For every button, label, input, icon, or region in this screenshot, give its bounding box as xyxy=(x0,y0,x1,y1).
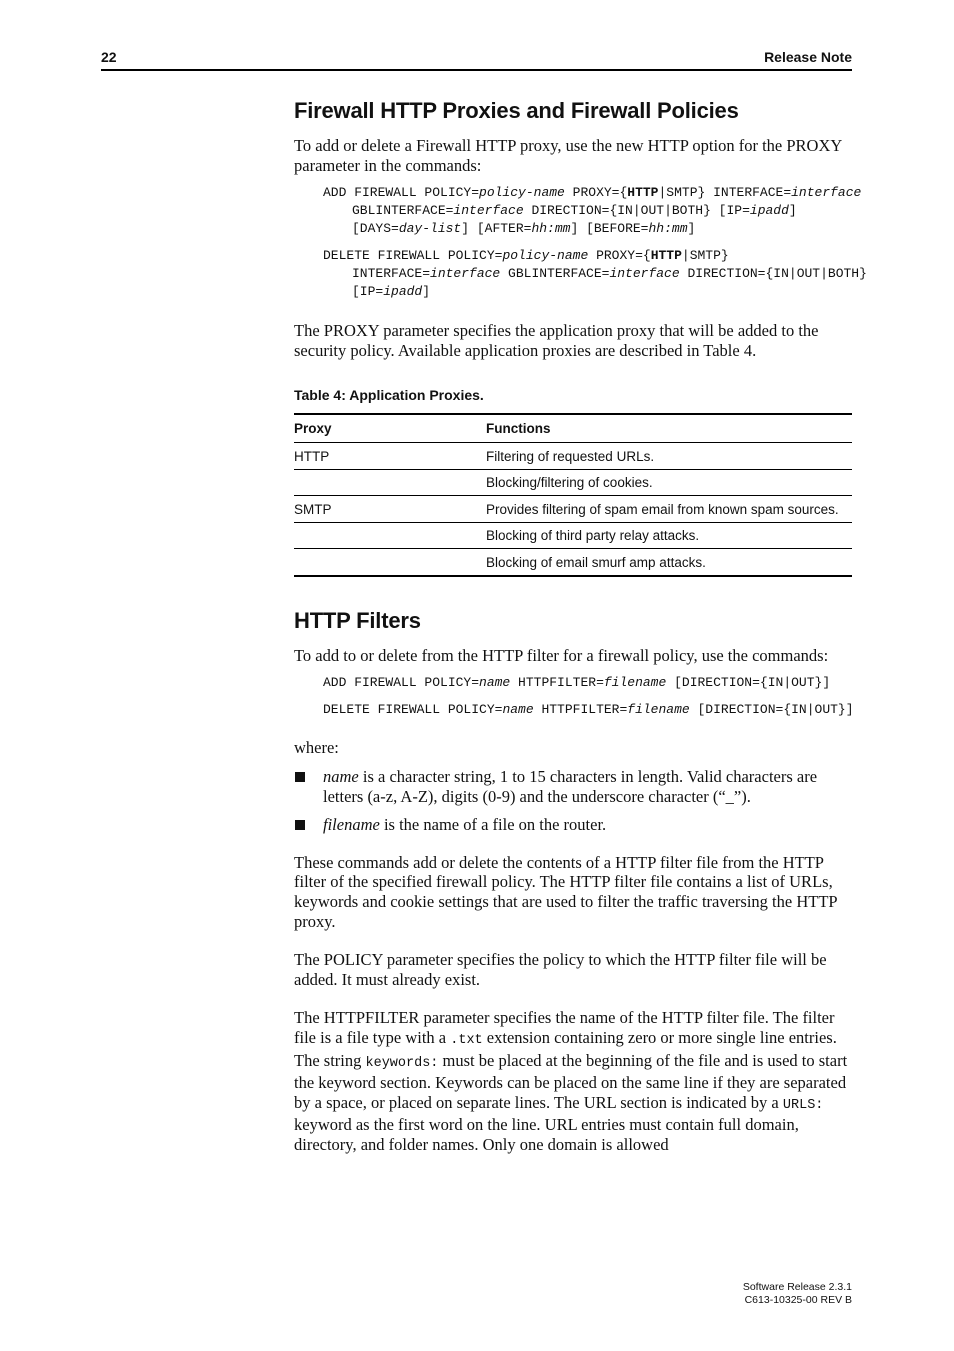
table-header-row xyxy=(294,414,852,443)
table-row xyxy=(294,469,852,496)
table-caption: Table 4: Application Proxies. xyxy=(294,387,484,404)
proxy-cell: SMTP xyxy=(294,496,486,523)
column-header-functions: Functions xyxy=(486,414,852,443)
function-cell: Blocking/filtering of cookies. xyxy=(486,469,852,496)
function-cell: Blocking of email smurf amp attacks. xyxy=(486,549,852,576)
section-heading-http-filters: HTTP Filters xyxy=(294,607,421,633)
command-add-firewall-policy-proxy: ADD FIREWALL POLICY=policy-name PROXY={HTTP|SMTP} INTERFACE=interface GBLINTERFACE=interface DIRECTION={IN|OUT|BOTH} [IP=ipadd] [DAYS=day-list] [AFTER=hh:mm] [BEFORE=hh:mm] xyxy=(323,185,862,237)
page-content xyxy=(294,96,867,1155)
page-footer xyxy=(743,1281,852,1306)
list-item: name is a character string, 1 to 15 characters in length. Valid characters are letters (a-z, A-Z), digits (0-9) and the underscore character (“_”). xyxy=(294,767,852,806)
application-proxies-table xyxy=(294,413,852,577)
table-row xyxy=(294,522,852,549)
function-cell: Blocking of third party relay attacks. xyxy=(486,522,852,549)
table-row xyxy=(294,496,852,523)
parameter-list xyxy=(294,767,852,835)
policy-parameter-description: The POLICY parameter specifies the policy to which the HTTP filter file will be added. It must already exist. xyxy=(294,950,827,989)
where-label: where: xyxy=(294,738,339,758)
proxy-cell xyxy=(294,549,486,576)
document-revision: C613-10325-00 REV B xyxy=(744,1293,852,1306)
proxy-parameter-explanation: The PROXY parameter specifies the application proxy that will be added to the security policy. Available application proxies are described in Table 4. xyxy=(294,321,819,360)
page-number: 22 xyxy=(101,49,117,65)
function-cell: Provides filtering of spam email from known spam sources. xyxy=(486,496,852,523)
column-header-proxy: Proxy xyxy=(294,414,486,443)
command-delete-firewall-policy-proxy: DELETE FIREWALL POLICY=policy-name PROXY={HTTP|SMTP} INTERFACE=interface GBLINTERFACE=interface DIRECTION={IN|OUT|BOTH} [IP=ipadd] xyxy=(323,248,867,300)
table-row xyxy=(294,549,852,576)
software-release: Software Release 2.3.1 xyxy=(742,1281,852,1293)
proxies-intro: To add or delete a Firewall HTTP proxy, use the new HTTP option for the PROXY parameter in the commands: xyxy=(294,136,842,175)
table-row xyxy=(294,443,852,470)
http-filter-description: These commands add or delete the contents of a HTTP filter file from the HTTP filter of the specified firewall policy. The HTTP filter file contains a list of URLs, keywords and cookie settings that are used to filter the traffic traversing the HTTP proxy. xyxy=(294,852,837,931)
http-filters-intro: To add to or delete from the HTTP filter for a firewall policy, use the commands: xyxy=(294,645,829,665)
running-title: Release Note xyxy=(764,49,852,65)
command-add-firewall-policy-httpfilter: ADD FIREWALL POLICY=name HTTPFILTER=filename [DIRECTION={IN|OUT}] xyxy=(323,675,831,691)
proxy-cell xyxy=(294,522,486,549)
list-item: filename is the name of a file on the router. xyxy=(294,815,852,835)
section-heading-proxies: Firewall HTTP Proxies and Firewall Policies xyxy=(294,98,739,123)
bullet-square-icon xyxy=(295,820,305,830)
httpfilter-parameter-description: The HTTPFILTER parameter specifies the name of the HTTP filter file. The filter file is a file type with a .txt extension containing zero or more single line entries. The string keywords: must be placed at the beginning of the file and is used to start the keyword section. Keywords can be placed on the same line if they are separated by a space, or placed on separate lines. The URL section is indicated by a URLS: keyword as the first word on the line. URL entries must contain full domain, directory, and folder names. Only one domain is allowed xyxy=(294,1008,848,1154)
proxy-cell xyxy=(294,469,486,496)
command-delete-firewall-policy-httpfilter: DELETE FIREWALL POLICY=name HTTPFILTER=filename [DIRECTION={IN|OUT}] xyxy=(323,702,854,718)
page-header xyxy=(101,47,852,71)
proxy-cell: HTTP xyxy=(294,443,486,470)
function-cell: Filtering of requested URLs. xyxy=(486,443,852,470)
bullet-square-icon xyxy=(295,772,305,782)
